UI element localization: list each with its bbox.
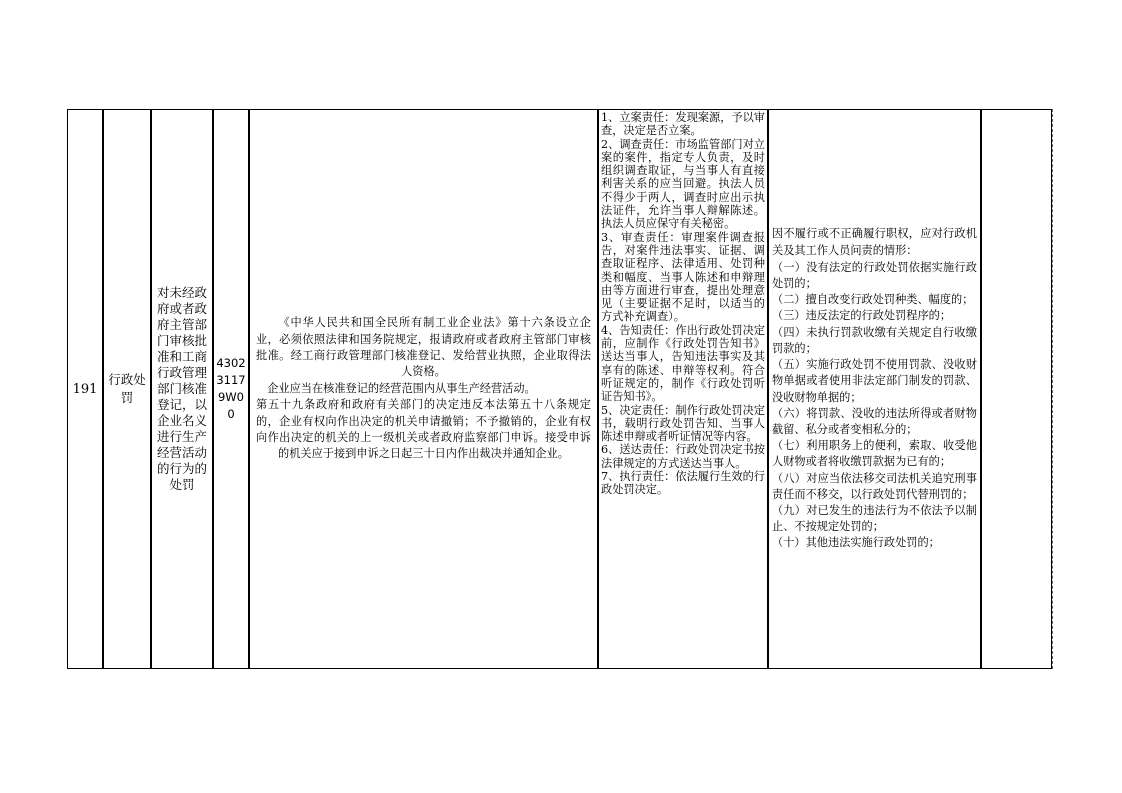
responsibility-list xyxy=(599,110,767,497)
note-cell xyxy=(981,109,1052,669)
responsibility-item: 5、决定责任：制作行政处罚决定书，载明行政处罚告知、当事人陈述申辩或者听证情况等内容。 xyxy=(601,403,765,444)
power-list-table xyxy=(68,109,1053,671)
accountability-item: （八）对应当依法移交司法机关追究刑事责任而不移交，以行政处罚代替刑罚的； xyxy=(772,471,977,501)
basis-paragraph: 第五十九条政府和政府有关部门的决定违反本法第五十八条规定的，企业有权向作出决定的机关申请撤销；不予撤销的，企业有权向作出决定的机关的上一级机关或者政府监察部门申诉。接受申诉的机关应于接到申诉之日起三十日内作出裁决并通知企业。 xyxy=(256,398,591,461)
accountability-item: （六）将罚款、没收的违法所得或者财物截留、私分或者变相私分的； xyxy=(772,406,977,436)
item-name-cell xyxy=(151,109,213,669)
legal-basis xyxy=(250,315,597,463)
accountability-item: （四）未执行罚款收缴有关规定自行收缴罚款的； xyxy=(772,325,977,355)
category: 行政处罚 xyxy=(108,372,146,405)
legal-basis-cell xyxy=(249,109,598,669)
responsibility-item: 6、送达责任：行政处罚决定书按法律规定的方式送达当事人。 xyxy=(601,443,765,470)
responsibility-item: 4、告知责任：作出行政处罚决定前，应制作《行政处罚告知书》送达当事人，告知违法事实及其享有的陈述、申辩等权利。符合听证规定的，制作《行政处罚听证告知书》。 xyxy=(601,323,765,404)
accountability-item: （二）擅自改变行政处罚种类、幅度的； xyxy=(772,293,974,307)
responsibility-item: 2、调查责任：市场监管部门对立案的案件，指定专人负责，及时组织调查取证，与当事人有直接利害关系的应当回避。执法人员不得少于两人，调查时应出示执法证件，允许当事人辩解陈述。执法人员应保守有关秘密。 xyxy=(601,137,765,231)
accountability-item: （七）利用职务上的便利，索取、收受他人财物或者将收缴罚款据为已有的； xyxy=(772,439,977,469)
page-edge-line xyxy=(1052,109,1053,669)
item-code: 43023117 9W00 xyxy=(216,356,246,421)
accountability-item: （五）实施行政处罚不使用罚款、没收财物单据或者使用非法定部门制发的罚款、没收财物单据的； xyxy=(772,358,977,404)
accountability-item: （三）违反法定的行政处罚程序的； xyxy=(772,309,952,323)
accountability-item: （一）没有法定的行政处罚依据实施行政处罚的； xyxy=(772,260,977,291)
code-cell xyxy=(213,109,249,669)
basis-paragraph: 《中华人民共和国全民所有制工业企业法》第十六条设立企业，必须依照法律和国务院规定，报请政府或者政府主管部门审核批准。经工商行政管理部门核准登记、发给营业执照，企业取得法人资格。 xyxy=(256,316,591,379)
row-number-cell xyxy=(67,109,103,669)
category-cell xyxy=(103,109,151,669)
responsibility-item: 7、执行责任：依法履行生效的行政处罚决定。 xyxy=(601,470,765,497)
basis-paragraph: 企业应当在核准登记的经营范围内从事生产经营活动。 xyxy=(267,381,536,395)
responsibility-cell xyxy=(598,109,768,669)
responsibility-item: 3、审查责任：审理案件调查报告，对案件违法事实、证据、调查取证程序、法律适用、处罚种类和幅度、当事人陈述和申辩理由等方面进行审查，提出处理意见（主要证据不足时，以适当的方式补充调查）。 xyxy=(601,230,765,324)
responsibility-item: 1、立案责任：发现案源，予以审查，决定是否立案。 xyxy=(601,111,765,138)
accountability-cell xyxy=(768,109,981,669)
accountability-item: （九）对已发生的违法行为不依法予以制止、不按规定处罚的； xyxy=(772,503,977,534)
accountability-intro: 因不履行或不正确履行职权，应对行政机关及其工作人员问责的情形： xyxy=(772,227,977,257)
accountability-item: （十）其他违法实施行政处罚的； xyxy=(772,536,940,550)
row-number: 191 xyxy=(72,381,98,397)
item-name: 对未经政府或者政府主管部门审核批准和工商行政管理部门核准登记，以企业名义进行生产经营活动的行为的处罚 xyxy=(156,285,207,492)
accountability-list xyxy=(769,226,980,551)
